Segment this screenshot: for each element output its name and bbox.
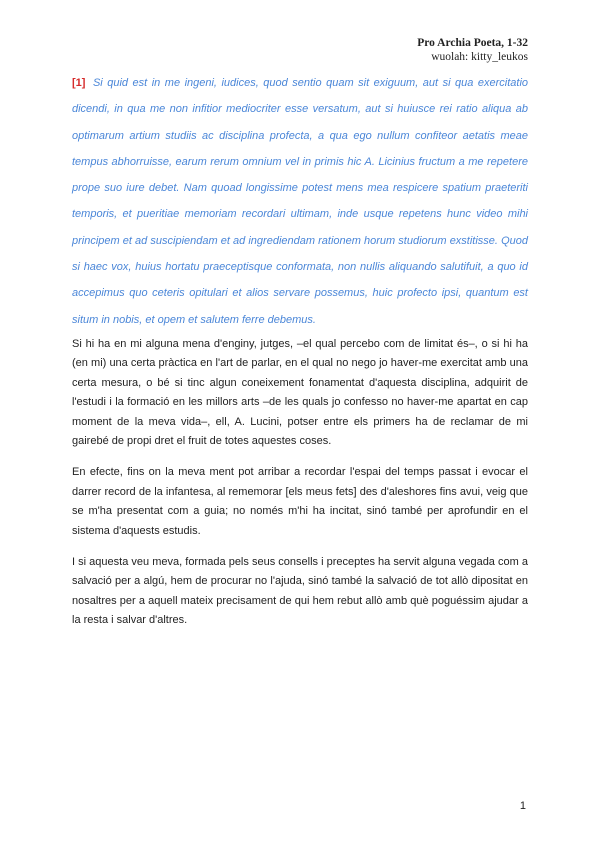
latin-text: Si quid est in me ingeni, iudices, quod sentio quam sit exiguum, aut si qua exercitatio dicendi, in qua me non infitior mediocriter esse versatum, aut si huiusce rei ratio aliqua ab optimarum artium studiis ac disciplina profecta, a qua ego nullum confiteor aetatis meae tempus abhorruisse, earum rerum omnium vel in primis hic A. Licinius fructum a me repetere prope suo iure debet. Nam quoad longissime potest mens mea respicere spatium praeteriti temporis, et pueritiae memoriam recordari ultimam, inde usque repetens hunc video mihi principem et ad suscipiendam et ad ingrediendam rationem horum studiorum exstitisse. Quod si haec vox, huius hortatu praeceptisque conformata, non nullis aliquando salutifuit, a quo id accepimus quo ceteris opitulari et alios servare possemus, huic profecto ipsi, quantum est situm in nobis, et opem et salutem ferre debemus. [72, 77, 529, 326]
latin-paragraph [72, 70, 528, 333]
translation-paragraph: Si hi ha en mi alguna mena d'enginy, jutges, –el qual percebo com de limitat és–, o si hi ha (en mi) una certa pràctica en l'art de parlar, en el qual no nego jo haver-me exercitat amb una certa mesura, o bé si tinc algun coneixement fonamentat d'aquesta disciplina, adquirit de l'estudi i la formació en les millors arts –de les quals jo confesso no haver-me apartat en cap moment de la meva vida–, ell, A. Lucini, potser entre els primers ha de reclamar de mi gairebé de propi dret el fruit de totes aquestes coses. [72, 338, 528, 448]
page-header [417, 36, 528, 64]
page-number: 1 [519, 800, 526, 812]
translation-paragraph: I si aquesta veu meva, formada pels seus consells i preceptes ha servit alguna vegada com a salvació per a algú, hem de procurar no l'ajuda, sinó també la salvació de tot allò dipositat en nosaltres per a aquell mateix precisament de qui hem rebut allò amb què poguéssim ajudar a la resta i salvar d'altres. [72, 556, 528, 627]
author-credit: wuolah: kitty_leukos [431, 51, 528, 63]
document-title: Pro Archia Poeta, 1-32 [417, 37, 528, 49]
section-number: [1] [72, 77, 86, 89]
translation-paragraph: En efecte, fins on la meva ment pot arribar a recordar l'espai del temps passat i evocar el darrer record de la infantesa, al rememorar [els meus fets] des d'aleshores fins avui, veig que se m'ha presentat com a guia; no només m'hi ha incitat, sinó també per aprofundir en el sistema d'aquests estudis. [72, 466, 528, 537]
translation-block [72, 335, 528, 643]
